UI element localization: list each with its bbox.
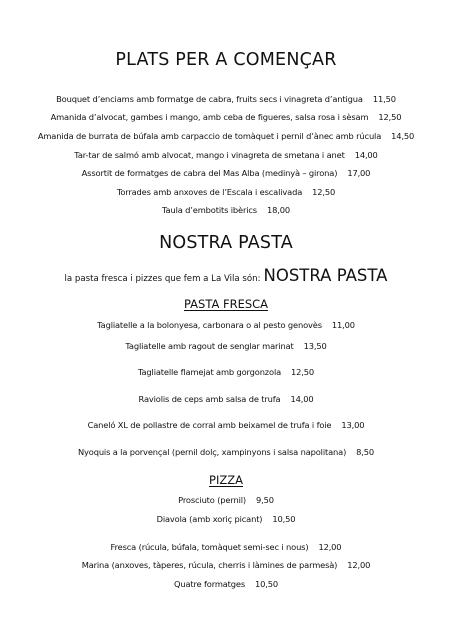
menu-item: [0, 447, 452, 457]
menu-item: [0, 187, 452, 197]
menu-item: [0, 495, 452, 505]
menu-item: [0, 579, 452, 589]
menu-item: [0, 394, 452, 404]
pasta-intro: [0, 266, 452, 285]
menu-item: [0, 150, 452, 160]
starters-title: PLATS PER A COMENÇAR: [115, 50, 337, 70]
item-price: 18,00: [266, 205, 290, 215]
item-name: Nyoquis a la porvençal (pernil dolç, xampinyons i salsa napolitana): [77, 447, 347, 457]
pasta-title: NOSTRA PASTA: [159, 233, 293, 253]
pasta-fresca-title: PASTA FRESCA: [183, 297, 269, 311]
menu-item: [0, 560, 452, 570]
item-price: 12,50: [312, 187, 336, 197]
item-name: Fresca (rúcula, búfala, tomàquet semi-sec i nous): [110, 542, 309, 552]
item-price: 13,00: [341, 420, 365, 430]
item-price: 10,50: [255, 579, 279, 589]
item-name: Taula d’embotits ibèrics: [162, 205, 257, 215]
item-name: Raviolis de ceps amb salsa de trufa: [138, 394, 281, 404]
item-price: 14,00: [354, 150, 378, 160]
item-name: Prosciuto (pernil): [178, 495, 246, 505]
item-name: Amanida de burrata de búfala amb carpaccio de tomàquet i pernil d’ànec amb rúcula: [37, 131, 382, 141]
item-name: Quatre formatges: [173, 579, 246, 589]
pasta-intro-text: la pasta fresca i pizzes que fem a La Vila són:: [64, 274, 261, 284]
menu-item: [0, 420, 452, 430]
menu-item: [0, 112, 452, 122]
item-price: 10,50: [272, 514, 296, 524]
menu-item: [0, 320, 452, 330]
item-price: 9,50: [255, 495, 274, 505]
item-name: Caneló XL de pollastre de corral amb beixamel de trufa i foie: [87, 420, 332, 430]
item-name: Assortit de formatges de cabra del Mas Alba (medinyà – girona): [81, 168, 338, 178]
item-name: Tar-tar de salmó amb alvocat, mango i vinagreta de smetana i anet: [74, 150, 345, 160]
menu-item: [0, 514, 452, 524]
menu-item: [0, 542, 452, 552]
menu-item: [0, 341, 452, 351]
item-name: Tagliatelle flamejat amb gorgonzola: [137, 367, 282, 377]
item-price: 12,00: [318, 542, 342, 552]
menu-item: [0, 131, 452, 141]
item-name: Bouquet d’enciams amb formatge de cabra, fruits secs i vinagreta d’antigua: [56, 94, 363, 104]
menu-item: [0, 367, 452, 377]
item-price: 14,50: [391, 131, 415, 141]
item-price: 11,50: [372, 94, 396, 104]
item-price: 11,00: [331, 320, 355, 330]
pasta-intro-big: NOSTRA PASTA: [263, 266, 388, 285]
item-price: 13,50: [303, 341, 327, 351]
menu-item: [0, 205, 452, 215]
item-name: Amanida d’alvocat, gambes i mango, amb ceba de figueres, salsa rosa i sèsam: [50, 112, 369, 122]
item-name: Marina (anxoves, tàperes, rúcula, cherris i làmines de parmesà): [81, 560, 338, 570]
item-name: Tagliatelle a la bolonyesa, carbonara o al pesto genovès: [97, 320, 322, 330]
item-price: 12,50: [291, 367, 315, 377]
item-price: 12,00: [347, 560, 371, 570]
menu-item: [0, 94, 452, 104]
pizza-title: PIZZA: [209, 473, 243, 487]
item-name: Torrades amb anxoves de l’Escala i escalivada: [116, 187, 303, 197]
item-price: 17,00: [347, 168, 371, 178]
item-name: Diavola (amb xoriç picant): [156, 514, 263, 524]
item-price: 12,50: [378, 112, 402, 122]
item-price: 8,50: [356, 447, 375, 457]
item-name: Tagliatelle amb ragout de senglar marinat: [125, 341, 294, 351]
item-price: 14,00: [290, 394, 314, 404]
menu-item: [0, 168, 452, 178]
